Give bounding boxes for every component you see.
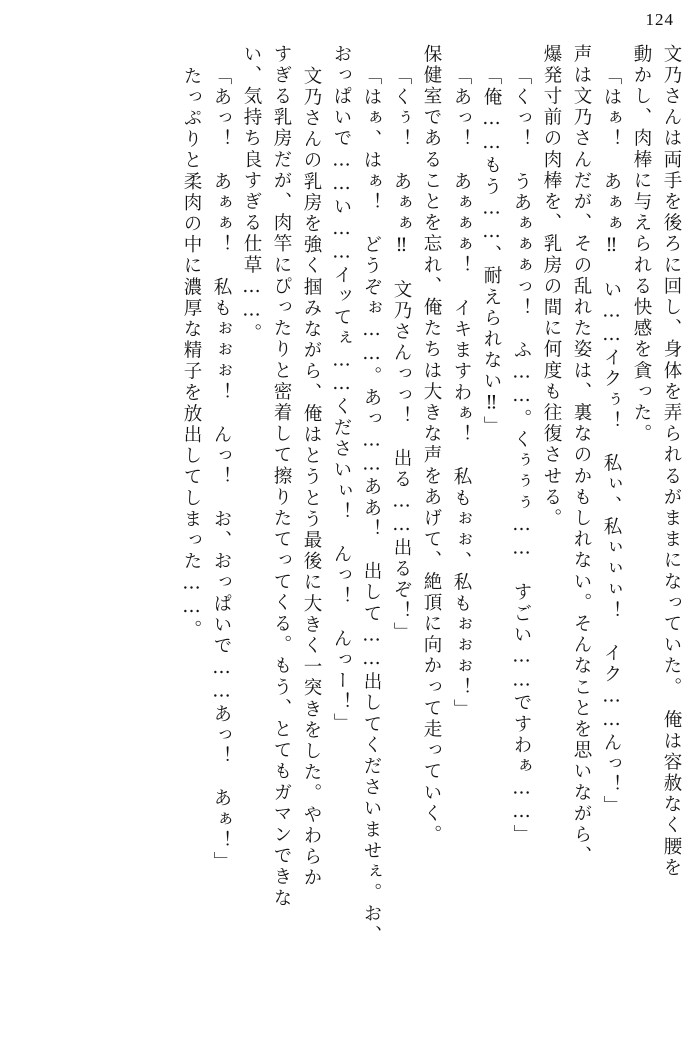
text-line: い、気持ち良すぎる仕草……。 [241,44,262,345]
page-number: 124 [645,10,674,29]
text-line: 文乃さんは両手を後ろに回し、身体を弄られるがままになっていた。 俺は容赦なく腰を [661,44,682,879]
text-line: おっぱいで……い……イッてぇ……くださいぃ！ んっ！ んっー！」 [331,44,352,735]
text-line: 「くっ！ うあぁぁぁっ！ ふ……。くぅぅぅ…… すごい……ですわぁ……」 [511,66,532,846]
text-line: 「はぁ！ あぁぁ‼ い……イクぅ！ 私ぃ、私ぃぃぃ！ イク……んっ！」 [601,66,622,817]
vertical-text-body [20,44,680,1032]
text-line: すぎる乳房だが、肉竿にぴったりと密着して擦りたてってくる。もう、とてもガマンできな [271,44,292,910]
text-line: 声は文乃さんだが、その乱れた姿は、裏なのかもしれない。そんなことを思いながら、 [571,44,592,867]
text-line: 保健室であることを忘れ、俺たちは大きな声をあげて、絶頂に向かって走っていく。 [421,44,442,846]
text-line: 「あっ！ あぁぁぁ！ イキますわぁ！ 私もぉぉ、私もぉぉぉ！」 [451,66,472,721]
text-line: 爆発寸前の肉棒を、乳房の間に何度も往復させる。 [541,44,562,530]
text-line: 「あっ！ あぁぁ！ 私もぉぉぉ！ んっ！ お、おっぱいで……あっ！ あぁ！」 [211,66,232,873]
text-line: 「俺……もう……、耐えられない‼」 [481,66,502,438]
text-line: 「はぁ、はぁ！ どうぞぉ……。あっ……ああ！ 出して……出してくださいませぇ。お、 [361,66,382,947]
text-line: 「くぅ！ あぁぁ‼ 文乃さんっっ！ 出る……出るぞ！」 [391,66,412,644]
text-line: 文乃さんの乳房を強く掴みながら、俺はとうとう最後に大きく一突きをした。やわらか [301,66,322,889]
text-line: たっぷりと柔肉の中に濃厚な精子を放出してしまった……。 [181,66,202,641]
text-line: 動かし、肉棒に与えられる快感を貪った。 [631,44,652,445]
